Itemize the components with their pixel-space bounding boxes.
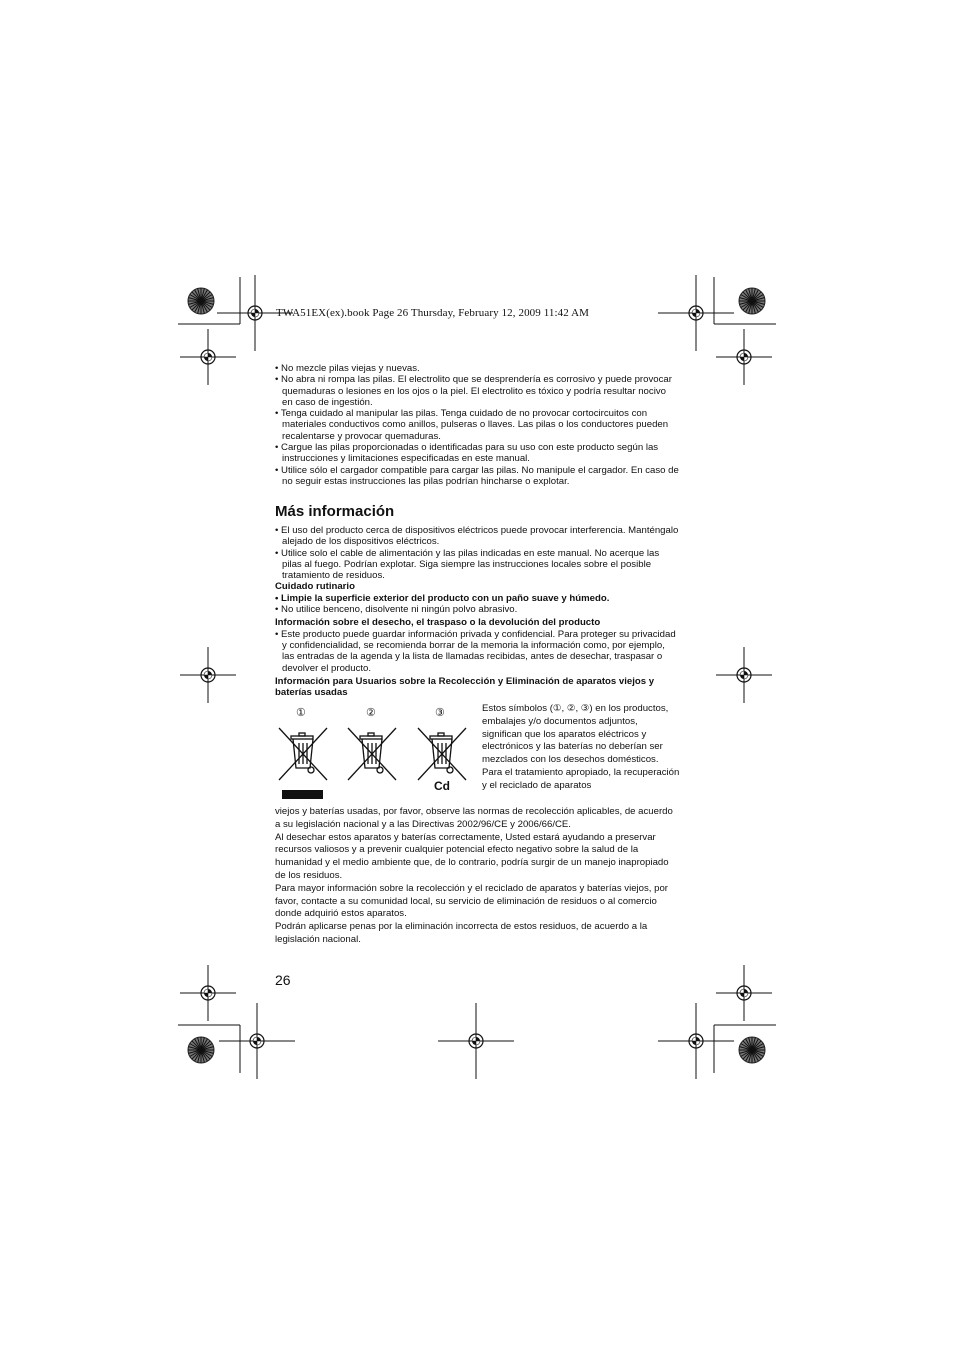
list-item: • Cargue las pilas proporcionadas o identificadas para su uso con este producto según las instrucciones y limitaciones especificadas en este manual. bbox=[275, 442, 659, 465]
crossed-bin-icon bbox=[416, 726, 468, 782]
weee-heading: Información para Usuarios sobre la Recolección y Eliminación de aparatos viejos y baterías usadas bbox=[275, 675, 655, 699]
list-item: • El uso del producto cerca de dispositivos eléctricos puede provocar interferencia. Manténgalo alejado de los dispositivos eléctricos. bbox=[275, 525, 679, 548]
paragraph: Para mayor información sobre la recolección y el reciclado de aparatos y baterías viejos, por favor, contacte a su comunidad local, su servicio de eliminación de residuos o al comercio donde adquirió estos aparatos. bbox=[275, 882, 669, 920]
section-title: Más información bbox=[275, 503, 395, 520]
care-heading: Cuidado rutinario bbox=[275, 581, 355, 593]
symbol-number-3: ③ bbox=[435, 707, 445, 719]
disposal-heading: Información sobre el desecho, el traspaso o la devolución del producto bbox=[275, 617, 601, 629]
list-item: • No utilice benceno, disolvente ni ningún polvo abrasivo. bbox=[275, 604, 518, 616]
list-item: • Tenga cuidado al manipular las pilas. Tenga cuidado de no provocar cortocircuitos con materiales conductivos como anillos, pulseras o llaves. Las pilas o los conductores pueden recalentarse y provocar quemaduras. bbox=[275, 408, 669, 442]
paragraph: Podrán aplicarse penas por la eliminación incorrecta de estos residuos, de acuerdo a la legislación nacional. bbox=[275, 921, 648, 945]
symbols-description: Estos símbolos (①, ②, ③) en los productos, embalajes y/o documentos adjuntos, significan que los aparatos eléctricos y electrónicos y las baterías no deberían ser mezclados con los desechos domésticos. Para el tratamiento apropiado, la recuperación y el reciclado de aparatos bbox=[482, 703, 680, 791]
symbol-number-2: ② bbox=[366, 707, 376, 719]
crossed-bin-icon bbox=[346, 726, 398, 782]
page-number: 26 bbox=[275, 972, 291, 988]
more-info-section bbox=[275, 525, 679, 698]
symbol-number-1: ① bbox=[296, 707, 306, 719]
disposal-paragraphs bbox=[275, 806, 679, 947]
crossed-bin-icon bbox=[277, 726, 329, 782]
paragraph: Al desechar estos aparatos y baterías correctamente, Usted estará ayudando a preservar recursos valiosos y a prevenir cualquier potencial efecto negativo sobre la salud de la humanidad y el medio ambiente que, de lo contrario, podría surgir de un manejo inapropiado de los residuos. bbox=[275, 831, 669, 881]
list-item: • Utilice solo el cable de alimentación y las pilas indicadas en este manual. No acerque las pilas al fuego. Podrían explotar. Siga siempre las instrucciones locales sobre el posible tratamiento de residuos. bbox=[275, 547, 660, 582]
weee-symbols bbox=[274, 706, 479, 802]
black-bar bbox=[282, 790, 323, 799]
battery-precautions-list bbox=[275, 363, 679, 487]
list-item: • No mezcle pilas viejas y nuevas. bbox=[275, 363, 420, 374]
list-item: • Utilice sólo el cargador compatible para cargar las pilas. No manipule el cargador. En caso de no seguir estas instrucciones las pilas podrían hincharse o explotar. bbox=[275, 464, 679, 487]
cadmium-label: Cd bbox=[434, 779, 450, 793]
list-item: • No abra ni rompa las pilas. El electrolito que se desprendería es corrosivo y puede provocar quemaduras o lesiones en los ojos o la piel. El electrolito es tóxico y podría resultar nocivo en caso de ingestión. bbox=[275, 374, 672, 408]
running-header: TWA51EX(ex).book Page 26 Thursday, February 12, 2009 11:42 AM bbox=[276, 307, 590, 319]
list-item: • Limpie la superficie exterior del producto con un paño suave y húmedo. bbox=[275, 592, 610, 604]
paragraph: viejos y baterías usadas, por favor, observe las normas de recolección aplicables, de acuerdo a su legislación nacional y a las Directivas 2002/96/CE y 2006/66/CE. bbox=[275, 806, 673, 830]
list-item: • Este producto puede guardar información privada y confidencial. Para proteger su privacidad y confidencialidad, se recomienda borrar de la memoria la información como, por ejemplo, las entradas de la agenda y la lista de llamadas recibidas, antes de desechar, traspasar o devolver el producto. bbox=[275, 628, 676, 674]
